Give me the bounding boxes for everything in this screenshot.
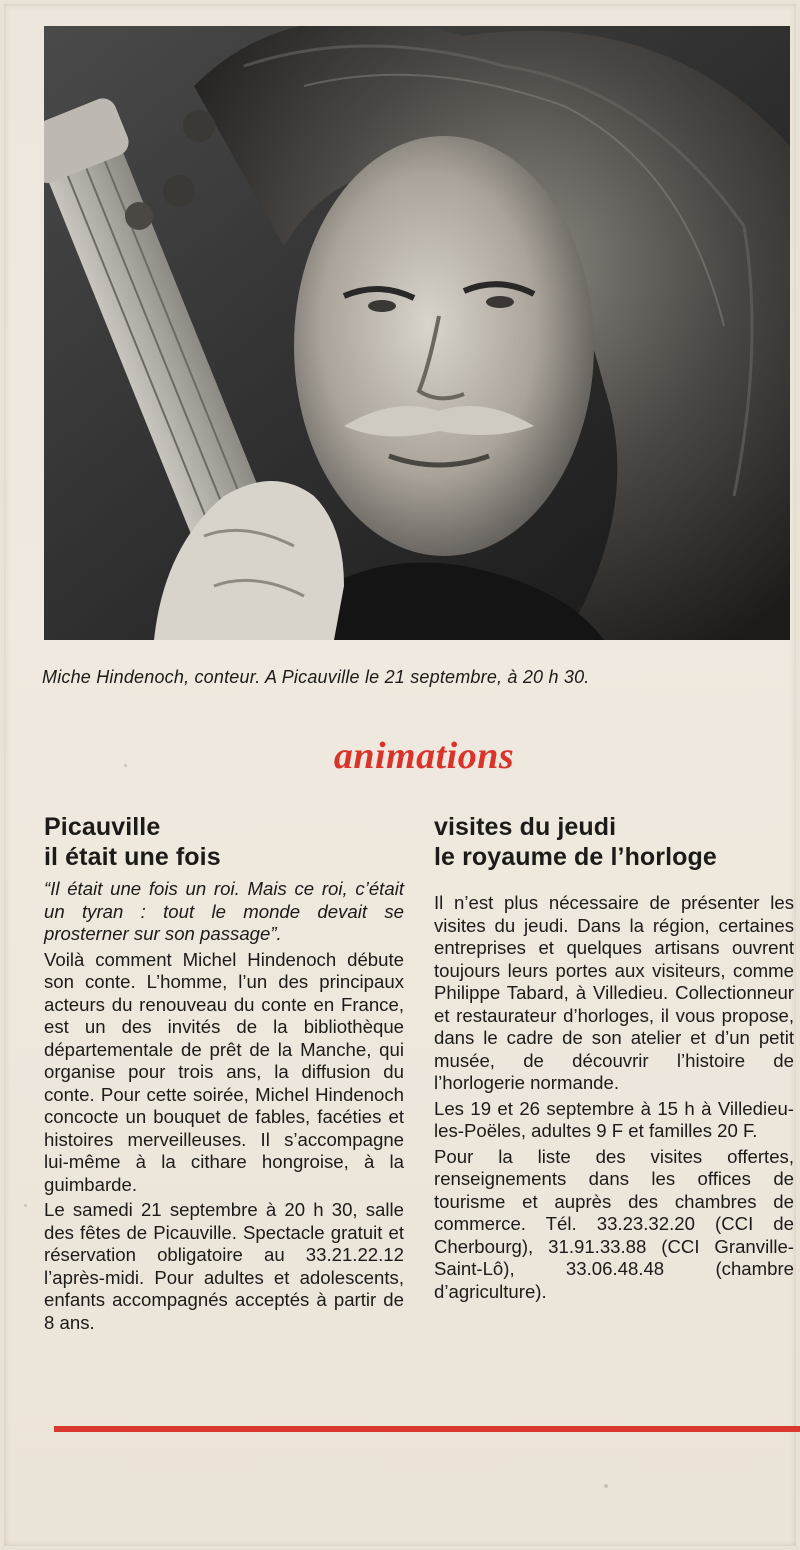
portrait-photo [44,26,790,640]
photo-caption: Miche Hindenoch, conteur. A Picauville le 21 septembre, à 20 h 30. [42,667,590,687]
article-visites-du-jeudi [434,812,794,1306]
article-paragraph-1: Il n’est plus nécessaire de présenter les visites du jeudi. Dans la région, certaines entreprises et quelques artisans ouvrent toujours leurs portes aux visiteurs, comme Philippe Tabard, à Villedieu. Collectionneur et restaurateur d’horloges, il vous propose, dans le cadre de son atelier et d’un petit musée, de découvrir l’histoire de l’horlogerie normande. [434,892,794,1093]
article-paragraph-3: Pour la liste des visites offertes, renseignements dans les offices de tourisme et auprès des chambres de commerce. Tél. 33.23.32.20 (CCI de Cherbourg), 31.91.33.88 (CCI Granville-Saint-Lô), 33.06.48.48 (chambre d’agriculture). [434,1145,794,1302]
paper-speck [24,1204,27,1207]
paper-speck [604,1484,608,1488]
article-lede: “Il était une fois un roi. Mais ce roi, c’était un tyran : tout le monde devait se prosterner sur son passage”. [44,878,404,944]
article-headline [44,812,404,872]
headline-line-1: visites du jeudi [434,813,617,841]
newspaper-clipping [4,4,796,1546]
headline-line-2: il était une fois [44,843,221,871]
article-paragraph-2: Les 19 et 26 septembre à 15 h à Villedieu-les-Poëles, adultes 9 F et familles 20 F. [434,1097,794,1141]
headline-line-1: Picauville [44,813,161,841]
article-picauville [44,812,404,1337]
article-practical-info: Le samedi 21 septembre à 20 h 30, salle des fêtes de Picauville. Spectacle gratuit et réservation obligatoire au 33.21.22.12 l’après-midi. Pour adultes et adolescents, enfants accompagnés acceptés à partir de 8 ans. [44,1199,404,1333]
article-body: Voilà comment Michel Hindenoch débute son conte. L’homme, l’un des principaux acteurs du renouveau du conte en France, est un des invités de la bibliothèque départementale de prêt de la Manche, qui organise pour trois ans, la diffusion du conte. Pour cette soirée, Michel Hindenoch concocte un bouquet de fables, facéties et histoires merveilleuses. Il s’accompagne lui-même à la cithare hongroise, à la guimbarde. [44,948,404,1195]
red-divider-rule [54,1426,800,1432]
section-title: animations [333,735,515,777]
headline-line-2: le royaume de l’horloge [434,843,717,871]
paper-speck [124,764,127,767]
article-headline [434,812,794,872]
